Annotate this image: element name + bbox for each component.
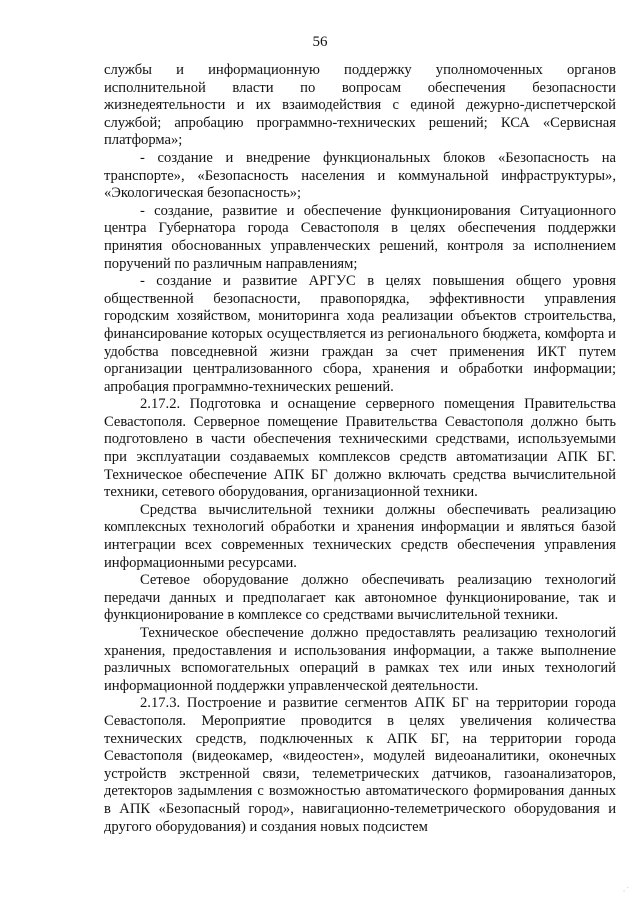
page-number: 56 [312,34,328,50]
paragraph-technical-support: Техническое обеспечение должно предоставлять реализацию технологий хранения, предоставления и использования информации, а также выполнение различных вспомогательных операций в рамках тех или иных технологий информационной поддержки управленческой деятельности. [104,625,616,694]
body-text [104,62,616,836]
paragraph-list-item-situation-center: - создание, развитие и обеспечение функционирования Ситуационного центра Губернатора города Севастополя в целях обеспечения поддержки принятия обоснованных управленческих решений, контроля за исполнением поручений по различным направлениям; [104,202,616,272]
paragraph-continuation: службы и информационную поддержку уполномоченных органов исполнительной власти по вопросам обеспечения безопасности жизнедеятельности и их взаимодействия с единой дежурно-диспетчерской службой; апробацию программно-технических решений; КСА «Сервисная платформа»; [104,62,616,149]
scan-artifact-mark: ·˙ [622,887,630,897]
paragraph-list-item-transport: - создание и внедрение функциональных блоков «Безопасность на транспорте», «Безопасность населения и коммунальной инфраструктуры», «Экологическая безопасность»; [104,149,616,202]
paragraph-computing-equipment: Средства вычислительной техники должны обеспечивать реализацию комплексных технологий обработки и хранения информации и являться базой интеграции всех современных технических средств обеспечения управления информационными ресурсами. [104,501,616,571]
paragraph-list-item-argus: - создание и развитие АРГУС в целях повышения общего уровня общественной безопасности, правопорядка, эффективности управления городским хозяйством, мониторинга хода реализации объектов строительства, финансирование которых осуществляется из регионального бюджета, комфорта и удобства повседневной жизни граждан за счет применения ИКТ путем организации централизованного сбора, хранения и обработки информации; апробация программно-технических решений. [104,273,616,395]
paragraph-section-2-17-2: 2.17.2. Подготовка и оснащение серверного помещения Правительства Севастополя. Серверное помещение Правительства Севастополя должно быть подготовлено в части обеспечения техническими средствами, используемыми при эксплуатации создаваемых комплексов средств автоматизации АПК БГ. Техническое обеспечение АПК БГ должно включать средства вычислительной техники, сетевого оборудования, организационной техники. [104,396,616,501]
paragraph-network-equipment: Сетевое оборудование должно обеспечивать реализацию технологий передачи данных и предполагает как автономное функционирование, так и функционирование в комплексе со средствами вычислительной техники. [104,572,616,624]
paragraph-section-2-17-3: 2.17.3. Построение и развитие сегментов АПК БГ на территории города Севастополя. Мероприятие проводится в целях увеличения количества технических средств, подключенных к АПК БГ, на территории города Севастополя (видеокамер, «видеостен», модулей видеоаналитики, оконечных устройств экстренной связи, телеметрических датчиков, газоанализаторов, детекторов задымления с возможностью автоматического формирования данных в АПК «Безопасный город», навигационно-телеметрического оборудования и другого оборудования) и создания новых подсистем [104,695,616,835]
